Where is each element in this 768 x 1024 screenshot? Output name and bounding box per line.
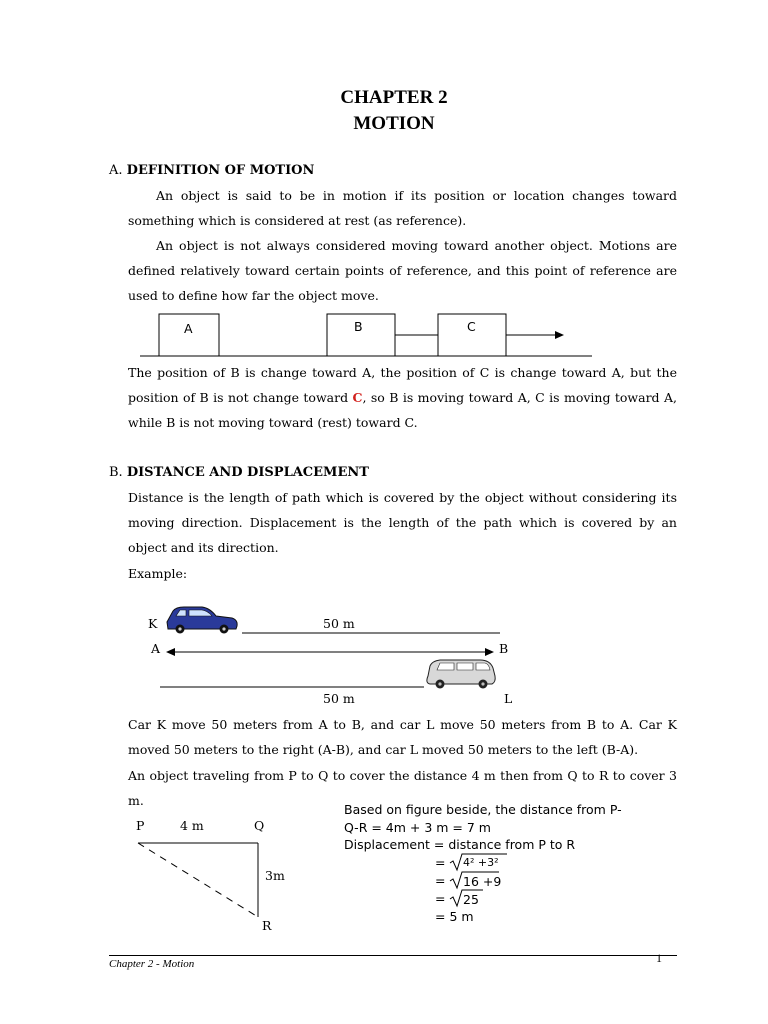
car-l-label: L — [504, 691, 513, 706]
calc-root1: 4² +3² — [463, 856, 499, 869]
car-k-icon — [167, 607, 237, 634]
point-b-label: B — [499, 641, 509, 656]
section-a-para2: An object is not always considered moving toward another object. Motions are defined relatively toward certain points of reference, and this point of reference are used to define how far the object move. — [128, 238, 677, 303]
section-b-para1: Distance is the length of path which is covered by the object without considering its moving direction. Displacement is the length of the path which is covered by an object and its direction. — [128, 490, 677, 555]
section-b-para2: Car K move 50 meters from A to B, and car L move 50 meters from B to A. Car K moved 50 meters to the right (A-B), and car L moved 50 meters to the left (B-A). — [128, 717, 677, 757]
section-a-para1: An object is said to be in motion if its position or location changes toward something which is considered at rest (as reference). — [128, 188, 677, 228]
calc-line1: Based on figure beside, the distance from P- — [344, 802, 622, 817]
para3-red: C — [352, 390, 363, 405]
para3-after: , so B is moving toward A, C is moving toward A, while B is not moving toward (rest) toward C. — [128, 390, 677, 430]
pq-distance-label: 4 m — [180, 818, 204, 833]
calc-result: = 5 m — [435, 909, 474, 924]
car-l-icon — [427, 660, 495, 689]
cars-diagram — [140, 598, 520, 698]
chapter-title: MOTION — [353, 113, 435, 134]
box-b-label: B — [354, 319, 363, 334]
section-b-heading — [109, 465, 369, 480]
calc-eq1: = — [435, 855, 446, 870]
point-r-label: R — [262, 918, 272, 933]
point-p-label: P — [136, 818, 145, 833]
box-a-label: A — [184, 321, 193, 336]
calc-root3: 25 — [463, 892, 479, 907]
reference-diagram — [130, 308, 610, 364]
calc-eq2: = — [435, 873, 446, 888]
chapter-number: CHAPTER 2 — [340, 87, 448, 108]
top-distance-label: 50 m — [323, 616, 355, 631]
section-a-para3 — [128, 360, 677, 435]
section-b-letter: B. — [109, 465, 123, 480]
qr-distance-label: 3m — [265, 868, 285, 883]
bottom-distance-label: 50 m — [323, 691, 355, 706]
pr-dashed-line — [138, 843, 258, 917]
point-q-label: Q — [254, 818, 265, 833]
section-b-para3: An object traveling from P to Q to cover the distance 4 m then from Q to R to cover 3 m. — [128, 768, 677, 808]
pqr-triangle — [130, 835, 270, 925]
example-label: Example: — [128, 566, 188, 581]
footer-rule — [109, 955, 677, 956]
footer-label: Chapter 2 - Motion — [109, 958, 195, 970]
calc-line3: Displacement = distance from P to R — [344, 837, 576, 852]
ab-arrowhead-left — [166, 648, 175, 656]
calc-line2: Q-R = 4m + 3 m = 7 m — [344, 820, 491, 835]
section-a-title: DEFINITION OF MOTION — [126, 163, 315, 178]
car-k-label: K — [148, 616, 158, 631]
point-a-label: A — [151, 641, 161, 656]
page-number: 1 — [656, 951, 662, 965]
calc-eq3: = — [435, 891, 446, 906]
section-a-letter: A. — [109, 163, 123, 178]
calc-root2: 16 +9 — [463, 874, 502, 889]
section-b-title: DISTANCE AND DISPLACEMENT — [126, 465, 369, 480]
section-a-heading — [109, 163, 314, 178]
box-c-label: C — [467, 319, 476, 334]
para3-before: The position of B is change toward A, the position of C is change toward A, but the position of B is not change toward — [128, 365, 677, 405]
ab-arrowhead-right — [485, 648, 494, 656]
motion-arrowhead — [555, 331, 564, 339]
